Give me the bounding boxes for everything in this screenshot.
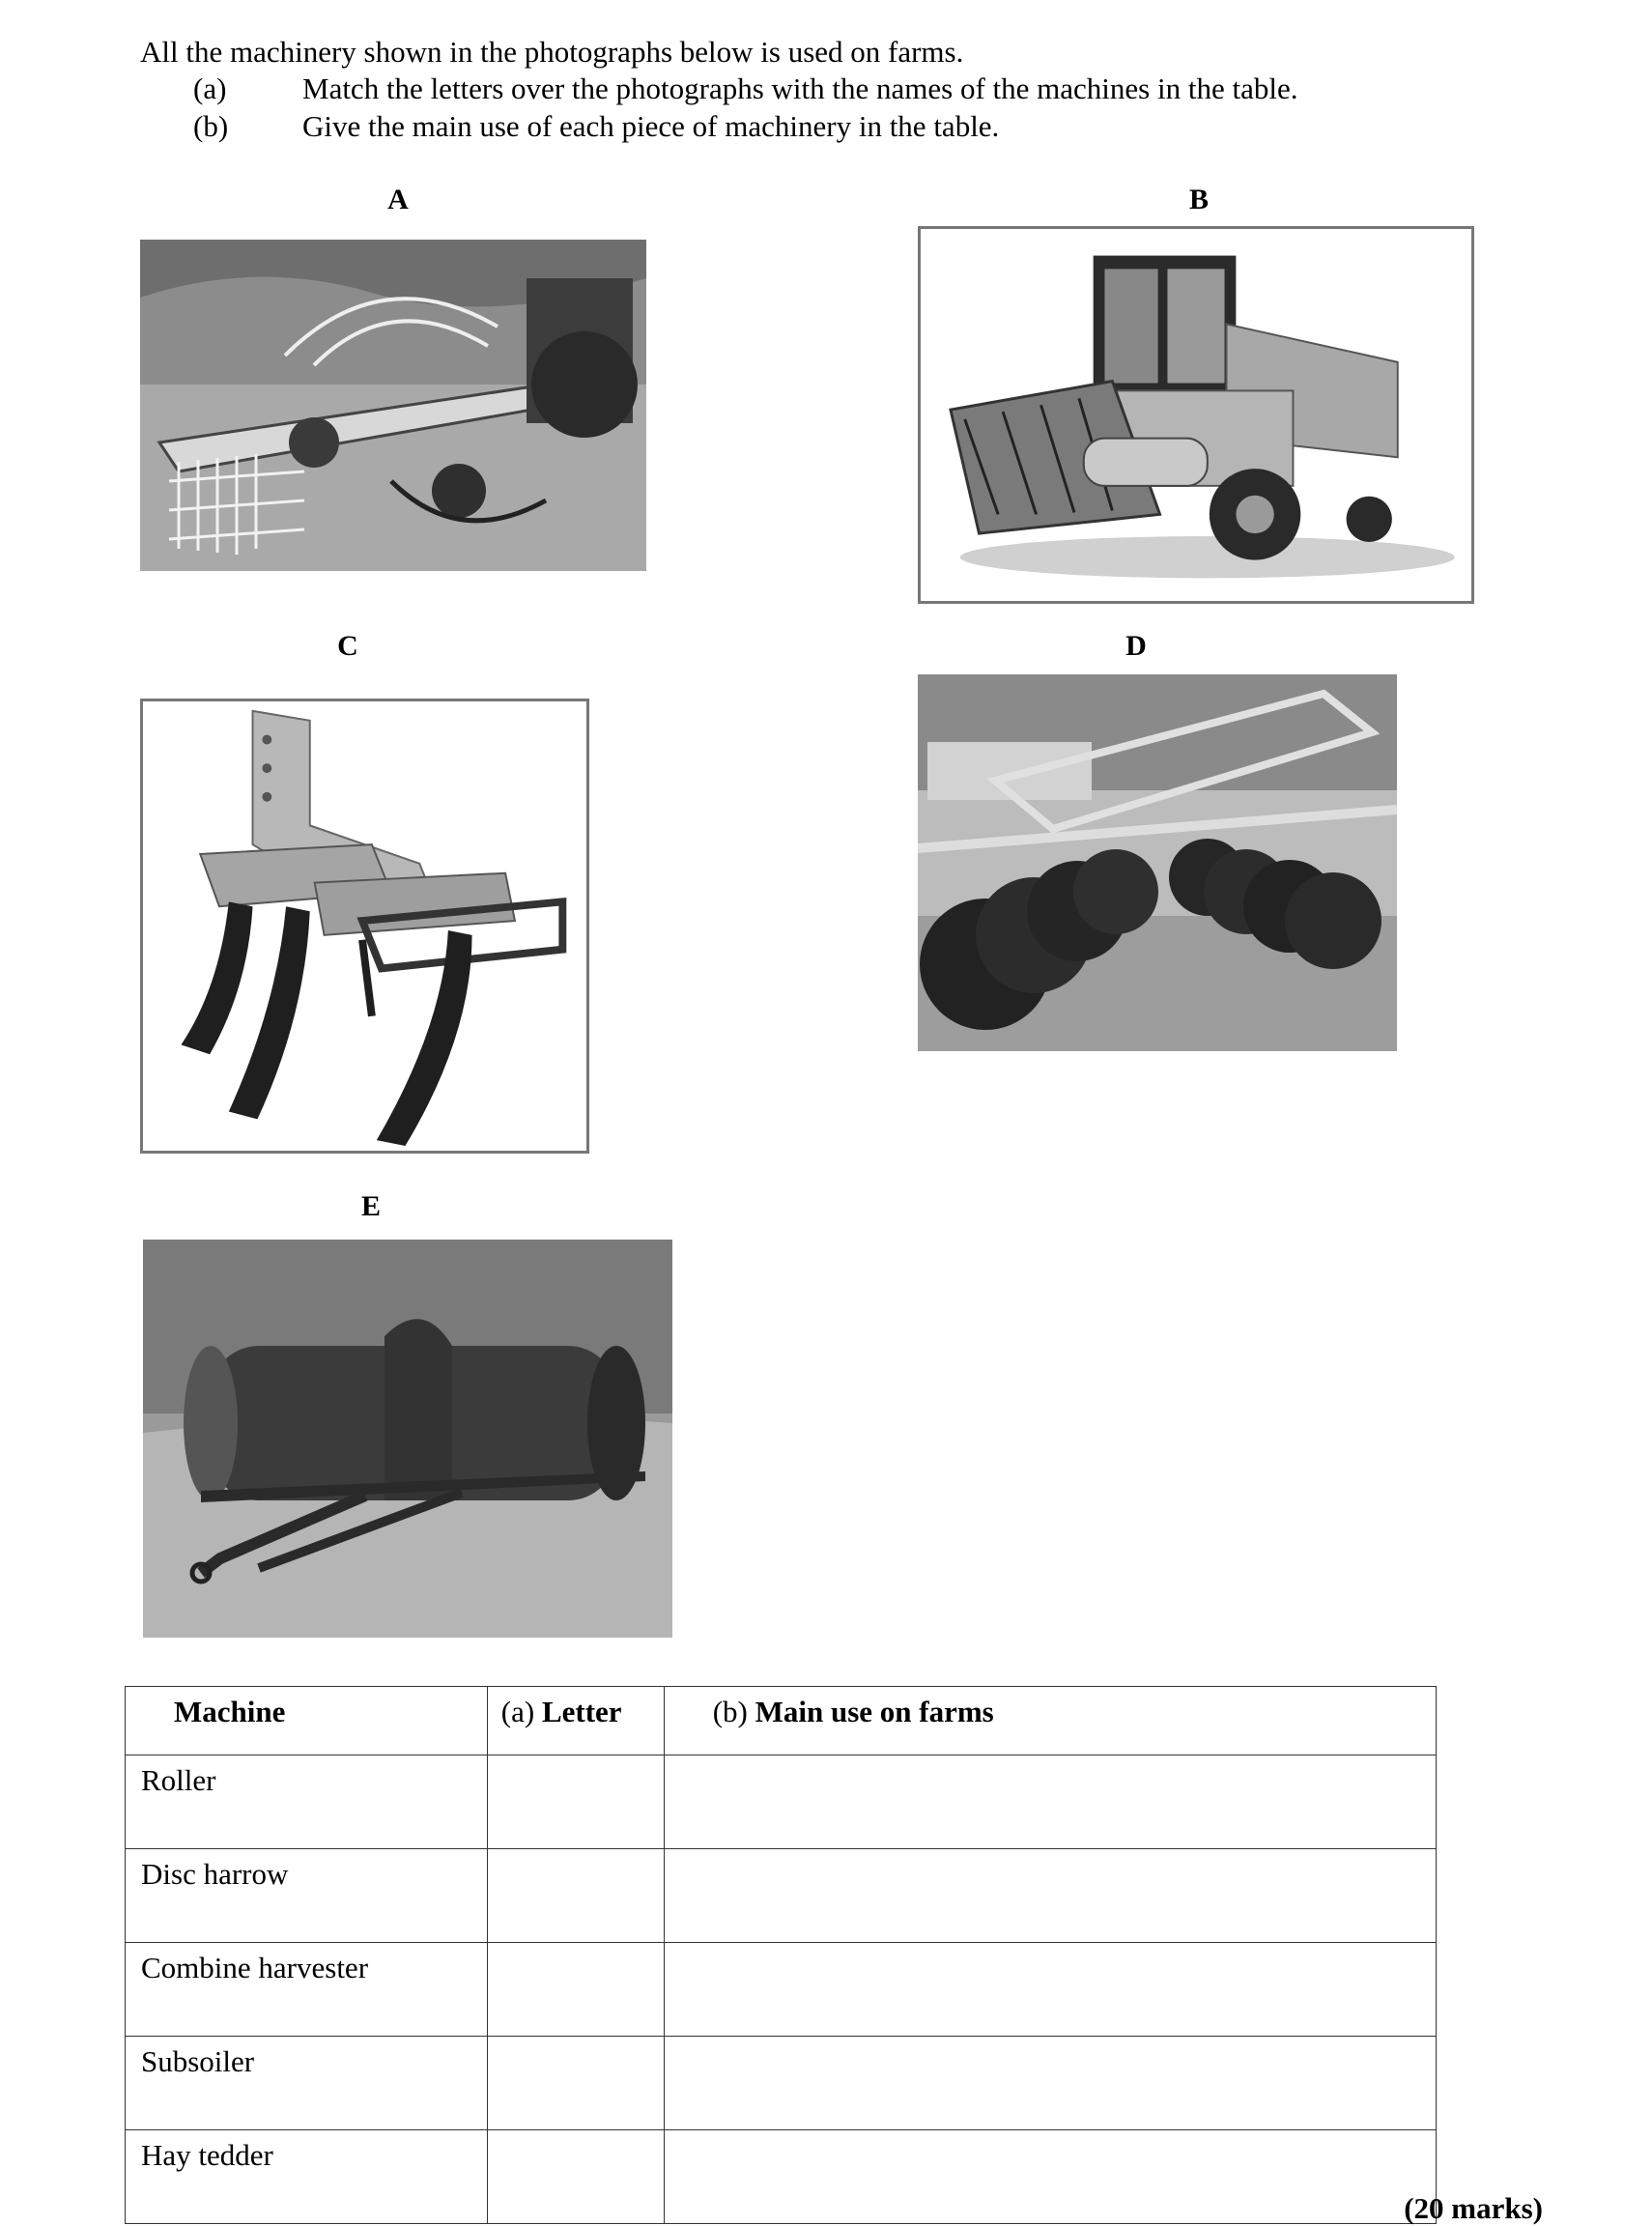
table-row bbox=[126, 1849, 1437, 1943]
combine-harvester-image bbox=[921, 229, 1471, 601]
photo-e-label: E bbox=[360, 1190, 381, 1222]
header-machine: Machine bbox=[126, 1687, 488, 1755]
letter-answer-cell[interactable] bbox=[487, 2037, 664, 2130]
part-b-label: (b) bbox=[193, 109, 229, 143]
photo-b-combine-harvester bbox=[918, 226, 1474, 604]
answer-table bbox=[125, 1686, 1437, 2224]
photo-e-roller bbox=[143, 1240, 672, 1638]
question-part-a bbox=[193, 70, 1449, 108]
table-header-row bbox=[126, 1687, 1437, 1755]
machine-cell: Hay tedder bbox=[126, 2130, 488, 2224]
hay-tedder-image bbox=[140, 240, 646, 571]
photo-a-label: A bbox=[387, 184, 409, 215]
use-answer-cell[interactable] bbox=[664, 1943, 1436, 2037]
use-answer-cell[interactable] bbox=[664, 1849, 1436, 1943]
machine-cell: Subsoiler bbox=[126, 2037, 488, 2130]
table-row bbox=[126, 2037, 1437, 2130]
table-row bbox=[126, 1755, 1437, 1849]
use-answer-cell[interactable] bbox=[664, 2037, 1436, 2130]
photo-c-subsoiler bbox=[140, 699, 589, 1154]
subsoiler-image bbox=[143, 701, 586, 1151]
roller-image bbox=[143, 1240, 672, 1638]
machine-cell: Combine harvester bbox=[126, 1943, 488, 2037]
part-a-text: Match the letters over the photographs with the names of the machines in the table. bbox=[302, 71, 1298, 105]
header-letter: (a) Letter bbox=[487, 1687, 664, 1755]
photo-b-label: B bbox=[1188, 184, 1209, 215]
photo-c-label: C bbox=[337, 630, 358, 662]
letter-answer-cell[interactable] bbox=[487, 2130, 664, 2224]
photo-d-label: D bbox=[1125, 630, 1147, 662]
use-answer-cell[interactable] bbox=[664, 1755, 1436, 1849]
marks-total: (20 marks) bbox=[1404, 2191, 1543, 2225]
letter-answer-cell[interactable] bbox=[487, 1849, 664, 1943]
disc-harrow-image bbox=[918, 674, 1397, 1051]
letter-answer-cell[interactable] bbox=[487, 1755, 664, 1849]
question-part-b bbox=[193, 107, 1449, 146]
letter-answer-cell[interactable] bbox=[487, 1943, 664, 2037]
machine-cell: Disc harrow bbox=[126, 1849, 488, 1943]
part-a-label: (a) bbox=[193, 71, 227, 105]
photo-d-disc-harrow bbox=[918, 674, 1397, 1051]
header-main-use: (b) Main use on farms bbox=[664, 1687, 1436, 1755]
table-row bbox=[126, 1943, 1437, 2037]
table-row bbox=[126, 2130, 1437, 2224]
use-answer-cell[interactable] bbox=[664, 2130, 1436, 2224]
question-intro: All the machinery shown in the photographs below is used on farms. bbox=[140, 35, 964, 69]
part-b-text: Give the main use of each piece of machinery in the table. bbox=[302, 109, 1000, 143]
photo-a-hay-tedder bbox=[140, 240, 646, 571]
machine-cell: Roller bbox=[126, 1755, 488, 1849]
